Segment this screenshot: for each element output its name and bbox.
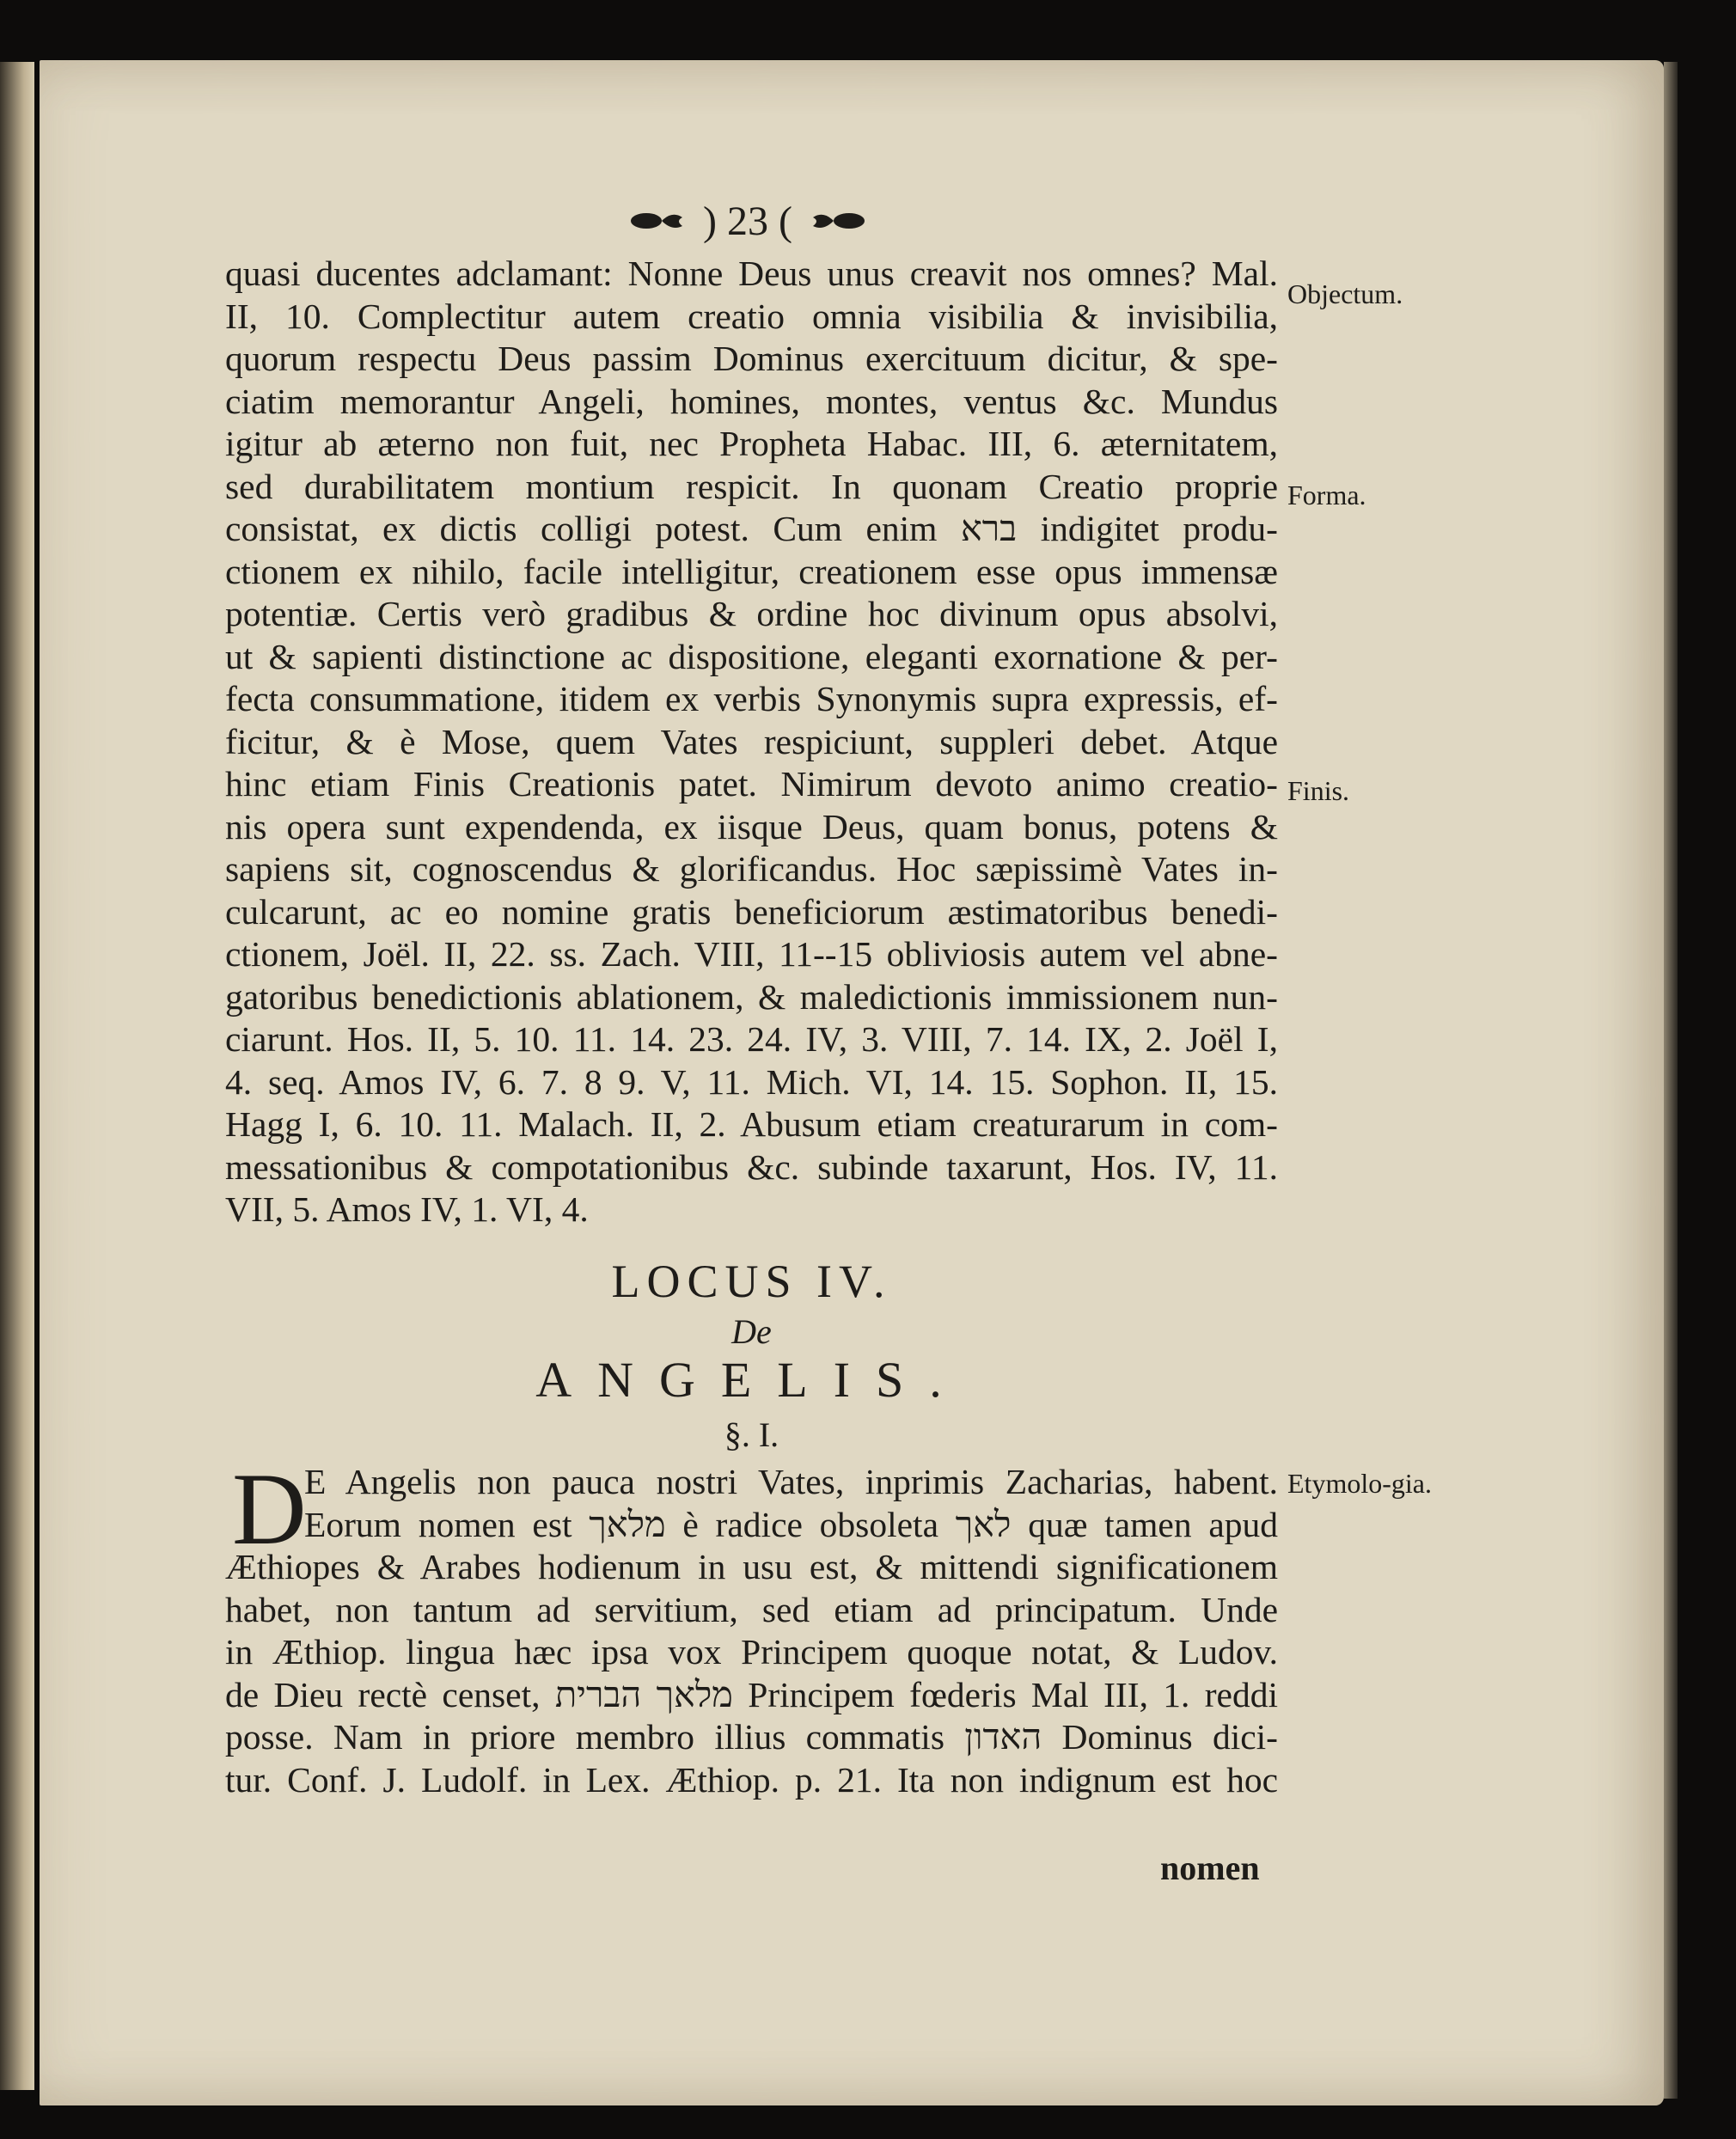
text-line: 4. seq. Amos IV, 6. 7. 8 9. V, 11. Mich. VI, 14. 15. Sophon. II, 15. bbox=[225, 1061, 1278, 1102]
text-line: hinc etiam Finis Creationis patet. Nimirum devoto animo creatio- bbox=[225, 764, 1278, 804]
text-line: Eorum nomen est מלאך è radice obsoleta לאך quæ tamen apud bbox=[304, 1504, 1278, 1544]
text-line: ciarunt. Hos. II, 5. 10. 11. 14. 23. 24. IV, 3. VIII, 7. 14. IX, 2. Joël I, bbox=[225, 1019, 1278, 1059]
drop-cap: D bbox=[232, 1451, 307, 1566]
text-line: II, 10. Complectitur autem creatio omnia visibilia & invisibilia, bbox=[225, 296, 1278, 336]
text-line: in Æthiop. lingua hæc ipsa vox Principem quoque notat, & Ludov. bbox=[225, 1632, 1278, 1671]
text-line: ctionem ex nihilo, facile intelligitur, creationem esse opus immensæ bbox=[225, 551, 1278, 591]
text-line: sed durabilitatem montium respicit. In quonam Creatio proprie bbox=[225, 466, 1278, 506]
text-line: ciatim memorantur Angeli, homines, montes, ventus &c. Mundus bbox=[225, 381, 1278, 421]
text-line: habet, non tantum ad servitium, sed etiam ad principatum. Unde bbox=[225, 1589, 1278, 1629]
margin-note-etymologia: Etymolo-gia. bbox=[1287, 1468, 1432, 1499]
text-line: quorum respectu Deus passim Dominus exercituum dicitur, & spe- bbox=[225, 339, 1278, 378]
text-line: ut & sapienti distinctione ac dispositione, eleganti exornatione & per- bbox=[225, 636, 1278, 676]
margin-note-objectum: Objectum. bbox=[1287, 278, 1403, 309]
locus-heading: LOCUS IV. bbox=[611, 1256, 892, 1307]
text-line: sapiens sit, cognoscendus & glorificandus. Hoc sæpissimè Vates in- bbox=[225, 849, 1278, 889]
title-heading: ANGELIS. bbox=[535, 1352, 968, 1408]
text-line: de Dieu rectè censet, מלאך הברית Principem fœderis Mal III, 1. reddi bbox=[225, 1674, 1278, 1714]
margin-note-finis: Finis. bbox=[1287, 775, 1350, 806]
text-line: posse. Nam in priore membro illius commatis האדון Dominus dici- bbox=[225, 1717, 1278, 1757]
text-line: ctionem, Joël. II, 22. ss. Zach. VIII, 11--15 obliviosis autem vel abne- bbox=[225, 934, 1278, 974]
text-line: messationibus & compotationibus &c. subinde taxarunt, Hos. IV, 11. bbox=[225, 1146, 1278, 1187]
left-ornament-icon bbox=[627, 209, 688, 233]
text-line: igitur ab æterno non fuit, nec Propheta Habac. III, 6. æternitatem, bbox=[225, 424, 1278, 463]
paragraph-creatio bbox=[225, 253, 1278, 1231]
page-edge-shadow bbox=[1664, 62, 1678, 2099]
text-line: ficitur, & è Mose, quem Vates respiciunt, suppleri debet. Atque bbox=[225, 721, 1278, 761]
text-line: Hagg I, 6. 10. 11. Malach. II, 2. Abusum etiam creaturarum in com- bbox=[225, 1104, 1278, 1144]
text-line: fecta consummatione, itidem ex verbis Synonymis supra expressis, ef- bbox=[225, 679, 1278, 718]
de-heading: De bbox=[731, 1312, 772, 1351]
catchword: nomen bbox=[1160, 1849, 1260, 1887]
page-number: ) 23 ( bbox=[703, 198, 792, 244]
text-line: culcarunt, ac eo nomine gratis beneficiorum æstimatoribus benedi- bbox=[225, 891, 1278, 932]
text-line: tur. Conf. J. Ludolf. in Lex. Æthiop. p. 21. Ita non indignum est hoc bbox=[225, 1759, 1278, 1800]
text-line: nis opera sunt expendenda, ex iisque Deus, quam bonus, potens & bbox=[225, 806, 1278, 846]
section-mark: §. I. bbox=[724, 1415, 779, 1454]
text-line: E Angelis non pauca nostri Vates, inprimis Zacharias, habent. bbox=[304, 1462, 1278, 1501]
text-line: quasi ducentes adclamant: Nonne Deus unus creavit nos omnes? Mal. bbox=[225, 254, 1278, 293]
text-line: gatoribus benedictionis ablationem, & maledictionis immissionem nun- bbox=[225, 976, 1278, 1017]
text-line: potentiæ. Certis verò gradibus & ordine hoc divinum opus absolvi, bbox=[225, 594, 1278, 633]
right-ornament-icon bbox=[808, 209, 868, 233]
paragraph-angelis bbox=[225, 1451, 1278, 1801]
book-spine-edge bbox=[0, 62, 34, 2090]
running-header bbox=[602, 191, 894, 251]
text-line: VII, 5. Amos IV, 1. VI, 4. bbox=[225, 1189, 589, 1229]
text-line: consistat, ex dictis colligi potest. Cum enim ברא indigitet produ- bbox=[225, 509, 1278, 548]
margin-note-forma: Forma. bbox=[1287, 480, 1366, 510]
text-line: Æthiopes & Arabes hodienum in usu est, & mittendi significationem bbox=[225, 1547, 1278, 1586]
